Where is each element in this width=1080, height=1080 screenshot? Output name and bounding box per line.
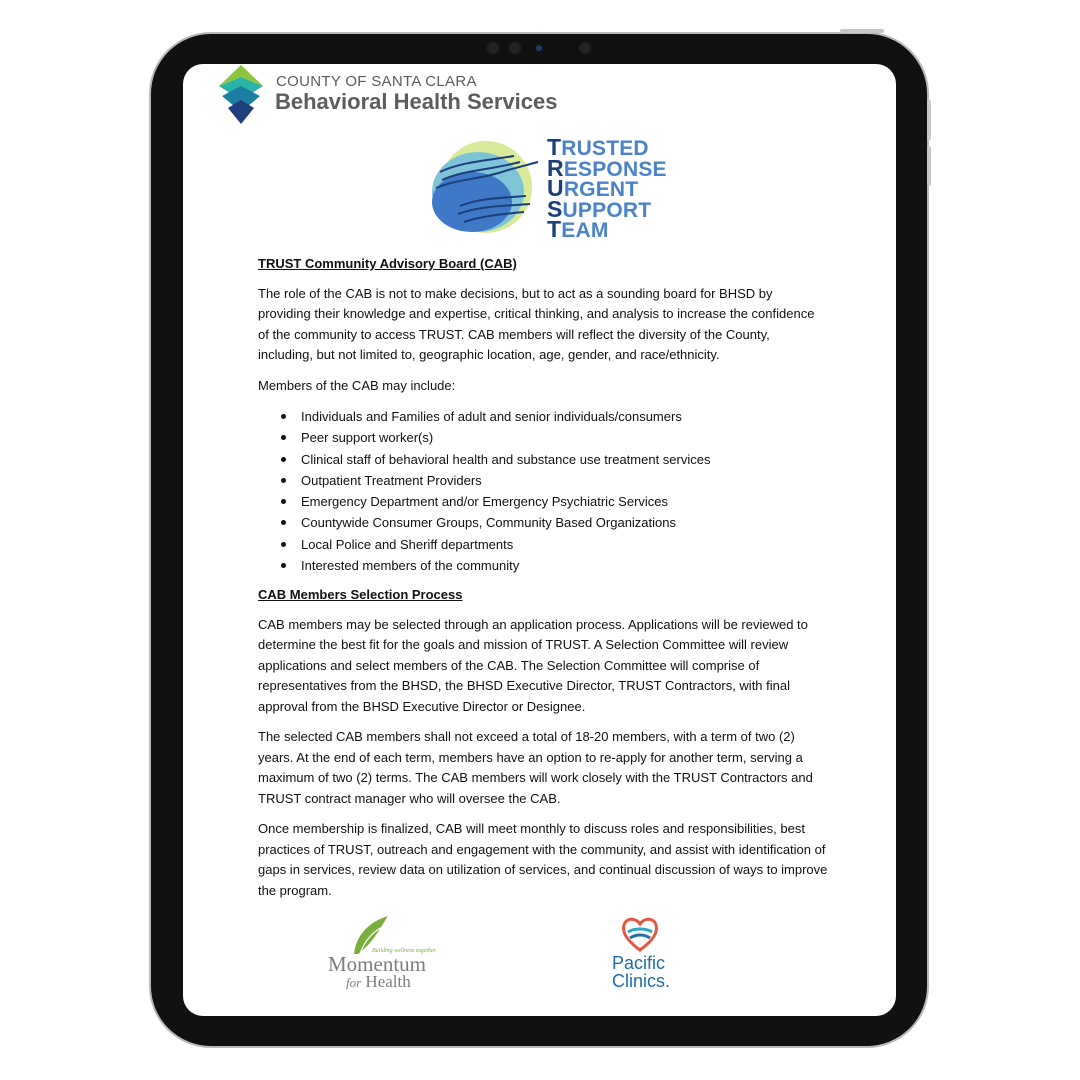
list-item: Outpatient Treatment Providers	[258, 470, 828, 491]
list-item: Emergency Department and/or Emergency Psychiatric Services	[258, 491, 828, 512]
paragraph: Once membership is finalized, CAB will meet monthly to discuss roles and responsibilities, best practices of TRUST, outreach and engagement with the community, and assist with identification of gaps in services, review data on utilization of services, and continual discussion of ways to improve the program.	[258, 821, 828, 898]
bhs-logo-icon	[213, 64, 269, 126]
list-item: Individuals and Families of adult and senior individuals/consumers	[258, 406, 828, 427]
paragraph: The selected CAB members shall not exceed a total of 18-20 members, with a term of two (2) years. At the end of each term, members have an option to re-apply for another term, serving a maximum of two (2) terms. The CAB members will work closely with the TRUST Contractors and TRUST contract manager who will oversee the CAB.	[258, 729, 813, 806]
momentum-tagline: Building wellness together	[372, 948, 436, 954]
paragraph: The role of the CAB is not to make decisions, but to act as a sounding board for BHSD by providing their knowledge and expertise, critical thinking, and analysis to increase the confidence of the community to access TRUST. CAB members will reflect the diversity of the County, including, but not limited to, geographic location, age, gender, and race/ethnicity.	[258, 285, 815, 362]
sensor-icon	[509, 42, 521, 54]
org-line2: Behavioral Health Services	[275, 89, 558, 114]
pacific-clinics-logo	[608, 914, 688, 994]
bullet-icon	[281, 457, 286, 462]
section-heading: CAB Members Selection Process	[258, 587, 463, 603]
bullet-icon	[281, 435, 286, 440]
bullet-icon	[281, 499, 286, 504]
list-item: Countywide Consumer Groups, Community Based Organizations	[258, 512, 828, 533]
org-line1: COUNTY OF SANTA CLARA	[276, 73, 477, 90]
camera-icon	[536, 45, 542, 51]
trust-wordmark	[547, 134, 667, 242]
bullet-icon	[281, 414, 286, 419]
power-button	[840, 29, 884, 33]
trust-line: TRUSTED	[547, 134, 649, 160]
list-item: Interested members of the community	[258, 555, 828, 576]
document-body	[258, 254, 828, 911]
list-item: Local Police and Sheriff departments	[258, 534, 828, 555]
trust-line: URGENT	[547, 175, 639, 201]
trust-line: TEAM	[547, 216, 609, 242]
volume-button	[927, 146, 931, 186]
bullet-icon	[281, 520, 286, 525]
paragraph: Members of the CAB may include:	[258, 377, 456, 393]
momentum-name: Momentum	[328, 952, 426, 976]
camera-bar	[481, 40, 601, 56]
trust-line: SUPPORT	[547, 195, 652, 222]
list-item: Clinical staff of behavioral health and substance use treatment services	[258, 449, 828, 470]
pacific-name: Pacific Clinics.	[612, 953, 671, 991]
list-item: Peer support worker(s)	[258, 427, 828, 448]
momentum-sub: for Health	[346, 972, 411, 991]
sensor-icon	[579, 42, 591, 54]
bullet-icon	[281, 542, 286, 547]
trust-hands-icon	[430, 140, 542, 234]
bullet-icon	[281, 563, 286, 568]
volume-button	[927, 100, 931, 140]
tablet-screen	[183, 64, 896, 1016]
member-list	[258, 406, 828, 576]
paragraph: CAB members may be selected through an application process. Applications will be reviewed to determine the best fit for the goals and mission of TRUST. A Selection Committee will review applications and select members of the CAB. The Selection Committee will comprise of representatives from the BHSD, the BHSD Executive Director, TRUST Contractors, with final approval from the BHSD Executive Director or Designee.	[258, 616, 808, 714]
momentum-logo	[328, 914, 438, 989]
sensor-icon	[487, 42, 499, 54]
section-heading: TRUST Community Advisory Board (CAB)	[258, 256, 517, 271]
bullet-icon	[281, 478, 286, 483]
trust-line: RESPONSE	[547, 154, 667, 181]
heart-icon	[620, 914, 660, 954]
